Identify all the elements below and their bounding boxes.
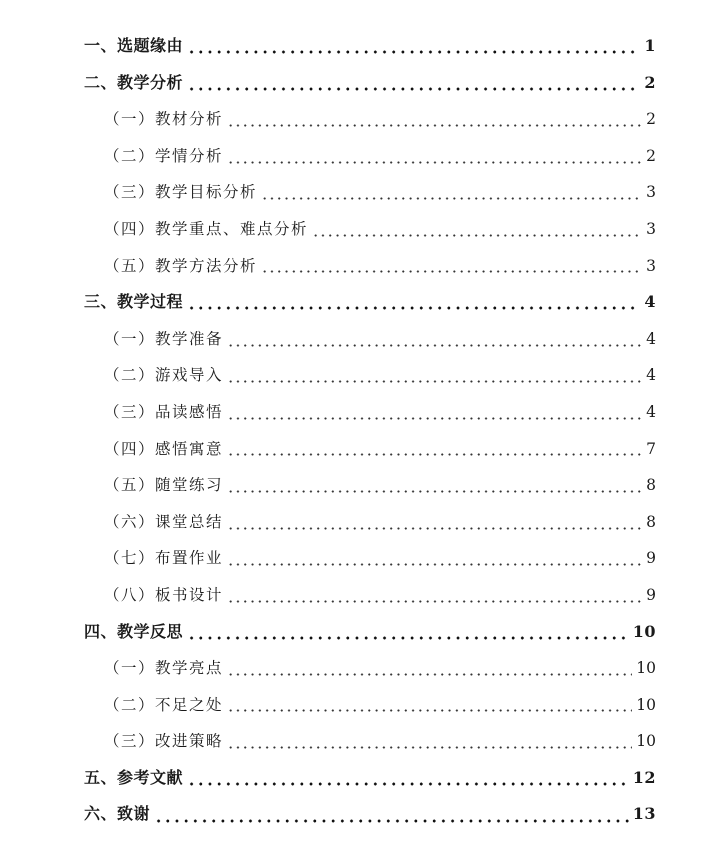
dot-leader <box>261 270 642 273</box>
dot-leader <box>227 124 642 127</box>
toc-entry-title: （一）教材分析 <box>104 110 224 129</box>
dot-leader <box>227 490 642 493</box>
toc-chapter-entry[interactable] <box>0 760 720 797</box>
toc-section-entry[interactable] <box>0 723 720 760</box>
toc-page-number: 2 <box>646 146 656 165</box>
toc-section-entry[interactable] <box>0 467 720 504</box>
toc-page-number: 7 <box>646 439 656 458</box>
toc-page-number: 4 <box>646 329 656 348</box>
dot-leader <box>227 600 642 603</box>
dot-leader <box>227 746 632 749</box>
toc-entry-title: （一）教学准备 <box>104 329 224 348</box>
toc-chapter-entry[interactable] <box>0 614 720 651</box>
toc-entry-title: （三）教学目标分析 <box>104 183 258 202</box>
toc-entry-title: （二）游戏导入 <box>104 366 224 385</box>
toc-entry-title: （三）品读感悟 <box>104 402 224 421</box>
toc-page-number: 13 <box>632 804 656 824</box>
toc-entry-title: （六）课堂总结 <box>104 512 224 531</box>
toc-entry-title: （五）教学方法分析 <box>104 256 258 275</box>
toc-page-number: 10 <box>636 732 656 751</box>
toc-section-entry[interactable] <box>0 101 720 138</box>
toc-entry-title: （八）板书设计 <box>104 585 224 604</box>
toc-section-entry[interactable] <box>0 504 720 541</box>
dot-leader <box>154 819 629 823</box>
toc-section-entry[interactable] <box>0 650 720 687</box>
toc-section-entry[interactable] <box>0 138 720 175</box>
toc-entry-title: 二、教学分析 <box>84 72 184 92</box>
dot-leader <box>187 636 629 640</box>
toc-section-entry[interactable] <box>0 687 720 724</box>
toc-page-number: 10 <box>636 695 656 714</box>
toc-page-number: 12 <box>632 767 656 787</box>
toc-page-number: 3 <box>646 219 656 238</box>
dot-leader <box>227 380 642 383</box>
toc-chapter-entry[interactable] <box>0 796 720 833</box>
dot-leader <box>227 161 642 164</box>
toc-entry-title: 五、参考文献 <box>84 767 184 787</box>
toc-chapter-entry[interactable] <box>0 284 720 321</box>
dot-leader <box>227 453 642 456</box>
toc-entry-title: （一）教学亮点 <box>104 659 224 678</box>
toc-entry-title: （四）感悟寓意 <box>104 439 224 458</box>
toc-page-number: 4 <box>646 366 656 385</box>
toc-chapter-entry[interactable] <box>0 65 720 102</box>
toc-section-entry[interactable] <box>0 211 720 248</box>
toc-page-number: 1 <box>644 36 656 55</box>
dot-leader <box>261 197 642 200</box>
toc-section-entry[interactable] <box>0 577 720 614</box>
toc-page-number: 10 <box>632 621 656 641</box>
toc-entry-title: 六、致谢 <box>84 804 151 824</box>
dot-leader <box>227 563 642 566</box>
dot-leader <box>227 709 632 712</box>
toc-chapter-entry[interactable] <box>0 28 720 65</box>
toc-entry-title: （二）学情分析 <box>104 146 224 165</box>
toc-page-number: 4 <box>644 292 656 312</box>
toc-section-entry[interactable] <box>0 431 720 468</box>
toc-page-number: 2 <box>646 110 656 129</box>
table-of-contents <box>0 28 720 833</box>
toc-entry-title: （四）教学重点、难点分析 <box>104 219 309 238</box>
dot-leader <box>187 50 640 54</box>
toc-section-entry[interactable] <box>0 174 720 211</box>
toc-section-entry[interactable] <box>0 321 720 358</box>
toc-page-number: 9 <box>646 549 656 568</box>
toc-page-number: 10 <box>636 659 656 678</box>
toc-page-number: 3 <box>646 256 656 275</box>
toc-page-number: 2 <box>644 72 656 92</box>
toc-entry-title: （二）不足之处 <box>104 695 224 714</box>
dot-leader <box>187 87 640 91</box>
toc-page-number: 4 <box>646 402 656 421</box>
toc-section-entry[interactable] <box>0 540 720 577</box>
toc-page-number: 9 <box>646 585 656 604</box>
toc-entry-title: 四、教学反思 <box>84 621 184 641</box>
toc-entry-title: 三、教学过程 <box>84 292 184 312</box>
toc-page-number: 8 <box>646 476 656 495</box>
toc-page-number: 8 <box>646 512 656 531</box>
dot-leader <box>187 306 640 310</box>
toc-section-entry[interactable] <box>0 357 720 394</box>
dot-leader <box>227 417 642 420</box>
toc-entry-title: （七）布置作业 <box>104 549 224 568</box>
dot-leader <box>227 673 632 676</box>
toc-section-entry[interactable] <box>0 248 720 285</box>
dot-leader <box>227 344 642 347</box>
toc-entry-title: （五）随堂练习 <box>104 476 224 495</box>
dot-leader <box>227 527 642 530</box>
dot-leader <box>312 234 642 237</box>
dot-leader <box>187 782 629 786</box>
toc-section-entry[interactable] <box>0 394 720 431</box>
toc-page-number: 3 <box>646 183 656 202</box>
toc-entry-title: （三）改进策略 <box>104 732 224 751</box>
toc-entry-title: 一、选题缘由 <box>84 36 184 55</box>
